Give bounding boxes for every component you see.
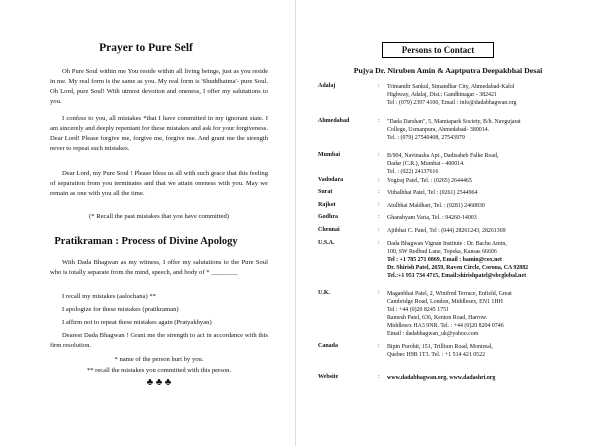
- contact-line: Highway, Adalaj, Dist.: Gandhinagar - 382421: [387, 92, 497, 98]
- contact-label: Canada: [318, 343, 339, 349]
- contact-line: Tel : (079) 2397 4100, Email : info@dadabhagwan.org: [387, 100, 517, 106]
- contact-label: U.S.A.: [318, 240, 335, 246]
- contact-line: Tel : +44 (0)20 8245 1751: [387, 307, 449, 313]
- contacts-pujya-line: Pujya Dr. Niruben Amin & Aaptputra Deepakbhai Desai: [353, 66, 543, 75]
- clubs-ornament: ♣ ♣ ♣: [146, 377, 172, 388]
- contact-line: Atulbhai Maldhari, Tel. : (0281) 2468830: [387, 203, 485, 209]
- page-divider: [295, 0, 296, 446]
- prayer-title: Prayer to Pure Self: [99, 42, 193, 54]
- contact-label: Mumbai: [318, 152, 341, 158]
- contact-line: Ramesh Patel, 636, Kenton Road, Harrow.: [387, 315, 488, 321]
- contact-details: [387, 227, 587, 235]
- pratikraman-paragraph-2: Dearest Dada Bhagwan ! Grant me the strength to act in accordance with this firm resolution.: [50, 332, 268, 349]
- contact-line: Vithalbhai Patel, Tel : (0261) 2544964: [387, 190, 478, 196]
- contact-line: Dadar (C.R.), Mumbai - 400014.: [387, 161, 465, 167]
- contact-line: College, Usmanpura, Ahmedabad- 380014.: [387, 127, 490, 133]
- contact-line[interactable]: www.dadabhagwan.org, www.dadashri.org: [387, 375, 496, 381]
- contact-label: Website: [318, 374, 339, 380]
- contact-colon: :: [378, 290, 380, 296]
- contact-label: Rajkot: [318, 202, 336, 208]
- contact-line: Cambridge Road, London, Middlesex, EN1 1HH: [387, 299, 503, 305]
- pratikraman-line-2: I apologize for these mistakes (pratikraman): [62, 306, 179, 313]
- prayer-note: (* Recall the past mistakes that you have committed): [89, 213, 229, 220]
- contact-line: Ajitbhai C. Patel, Tel : (044) 28261243, 28261369: [387, 228, 506, 234]
- contact-details: [387, 290, 587, 338]
- contact-line: Quebec H9B 1T3. Tel. : +1 514 421 0522: [387, 352, 486, 358]
- contact-details: [387, 152, 587, 176]
- pratikraman-note-2: ** recall the mistakes you committed with this person.: [86, 367, 232, 374]
- contact-line: Tel. : (022) 24137616: [387, 169, 439, 175]
- contact-colon: :: [378, 177, 380, 183]
- contact-details: [387, 202, 587, 210]
- contact-line: Tel : +1 785 271 0869, Email : bamin@cox.net: [387, 257, 502, 263]
- contact-label: Godhra: [318, 214, 339, 220]
- contact-colon: :: [378, 118, 380, 124]
- pratikraman-line-3: I affirm not to repeat these mistakes again (Pratyakhyan): [62, 319, 212, 326]
- contact-label: Chennai: [318, 227, 340, 233]
- prayer-paragraph-1: Oh Pure Soul within me You reside within all living beings, just as you reside in me. My real form is the same as you. My real form is 'Shuddhatma'- pure Soul. Oh Lord, pure Soul! With utmost devotion and oneness, I offer my salutations to you.: [50, 68, 268, 105]
- pratikraman-title: Pratikraman : Process of Divine Apology: [54, 236, 238, 247]
- contact-colon: :: [378, 152, 380, 158]
- contact-details: [387, 343, 587, 359]
- contact-line: Tel. : (079) 27540408, 27543979: [387, 135, 465, 141]
- contact-label: U.K.: [318, 290, 330, 296]
- contact-colon: :: [378, 227, 380, 233]
- pratikraman-paragraph-1: With Dada Bhagwan as my witness, I offer my salutations to the Pure Soul who is totally separate from the mind, speech, and body of * ________: [50, 259, 268, 276]
- pratikraman-line-1: I recall my mistakes (aalochana) **: [62, 293, 156, 300]
- contact-colon: :: [378, 83, 380, 89]
- contact-line: 100, SW Redbud Lane, Topeka, Kansas 66606: [387, 249, 497, 255]
- right-page: [300, 0, 600, 446]
- contact-colon: :: [378, 240, 380, 246]
- contact-colon: :: [378, 374, 380, 380]
- contact-details: [387, 214, 587, 222]
- prayer-paragraph-3: Dear Lord, my Pure Soul ! Please bless us all with such grace that this feeling of separation from you terminates and that we attain oneness with you. May we remain as one with you all the time.: [50, 170, 268, 197]
- contact-line: Bipin Purohit, 151, Trillium Road, Montreal,: [387, 344, 493, 350]
- contact-label: Vadodara: [318, 177, 344, 183]
- contact-label: Adalaj: [318, 83, 336, 89]
- contact-line: Ghanshyam Varia, Tel. : 94260-14003: [387, 215, 477, 221]
- contact-label: Ahmedabad: [318, 118, 350, 124]
- contact-line: Email : dadabhagwan_uk@yahoo.com: [387, 331, 479, 337]
- contact-details: [387, 189, 587, 197]
- contact-colon: :: [378, 214, 380, 220]
- contact-line: Maganbhai Patel, 2, Winifred Terrace, Enfield, Great: [387, 291, 512, 297]
- contact-colon: :: [378, 343, 380, 349]
- prayer-paragraph-2: I confess to you, all mistakes *that I have committed in my ignorant state. I am sincerely and deeply repentant for these mistakes and ask for your forgiveness. Dear Lord! Please forgive me, forgive me, forgive me. And grant me the strength never to repeat such mistakes.: [50, 115, 268, 152]
- contact-details: [387, 240, 587, 280]
- pratikraman-note-1: * name of the person hurt by you.: [114, 356, 204, 363]
- left-page: [0, 0, 292, 446]
- contact-label: Surat: [318, 189, 333, 195]
- contact-line: Yogiraj Patel, Tel. : (0265) 2644465: [387, 178, 472, 184]
- contact-colon: :: [378, 189, 380, 195]
- contact-line: Dada Bhagwan Vignan Institute : Dr. Bachu Amin,: [387, 241, 507, 247]
- contact-line: Dr. Shirish Patel, 2659, Raven Circle, Corona, CA 92882: [387, 265, 529, 271]
- contact-details: [387, 374, 587, 382]
- contact-details: [387, 118, 587, 142]
- contact-line: Tel.:+1 951 734 4715, Email:shirishpatel@sbcglobal.net: [387, 273, 527, 279]
- contact-line: "Dada Darshan", 5, Mamtapark Society, B/h. Navgujarat: [387, 119, 521, 125]
- contacts-heading: Persons to Contact: [382, 42, 494, 58]
- contact-line: B/904, Navinasha Apt., Dadisaheb Falke Road,: [387, 153, 499, 159]
- contact-line: Trimandir Sankul, Simandhar City, Ahmedabad-Kalol: [387, 84, 515, 90]
- contact-line: Middlesex HA3 9NR. Tel. : +44 (0)20 8204 0746: [387, 323, 504, 329]
- contact-colon: :: [378, 202, 380, 208]
- contact-details: [387, 83, 587, 107]
- contact-details: [387, 177, 587, 185]
